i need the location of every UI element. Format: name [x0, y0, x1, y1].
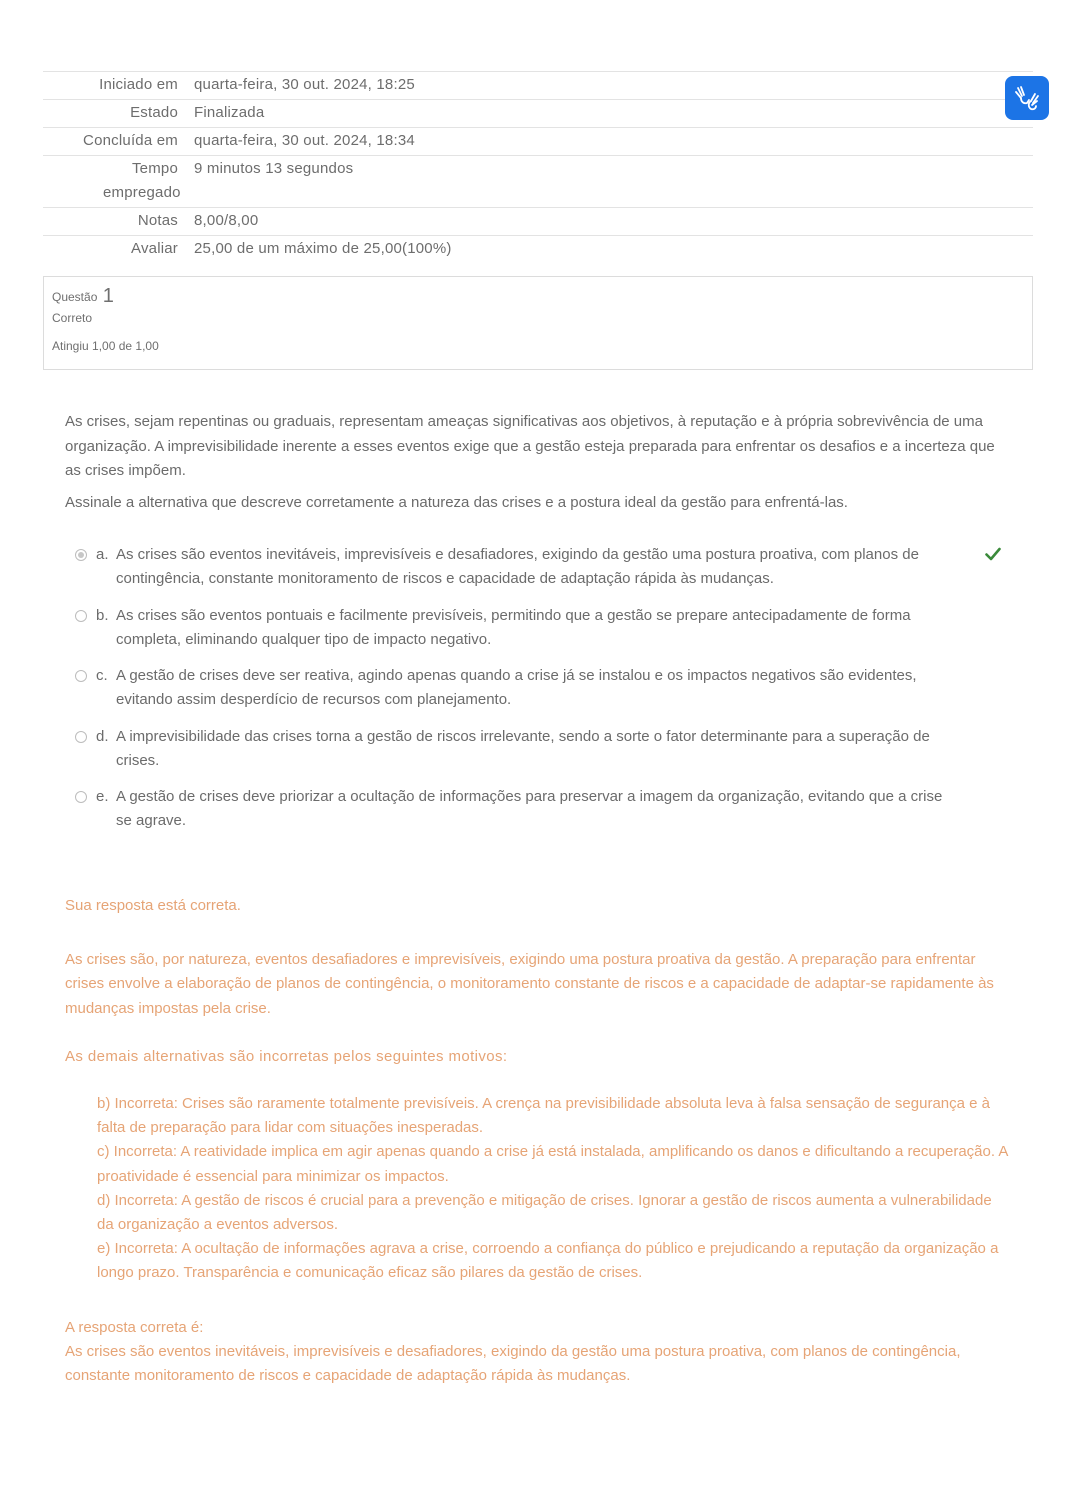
- accessibility-button[interactable]: [1005, 76, 1049, 120]
- answer-text: A gestão de crises deve priorizar a ocultação de informações para preservar a imagem da organização, evitando que a crise se agrave.: [116, 788, 943, 829]
- question-label: Questão: [52, 290, 98, 304]
- summary-row-started: [43, 72, 1033, 100]
- feedback-reason-item: d) Incorreta: A gestão de riscos é crucial para a prevenção e mitigação de crises. Ignorar a gestão de riscos aumenta a vulnerabilidade da organização a eventos adversos.: [97, 1191, 992, 1234]
- question-prompt: Assinale a alternativa que descreve corretamente a natureza das crises e a postura ideal da gestão para enfrentá-las.: [65, 493, 848, 511]
- summary-row-grade: [43, 236, 1033, 263]
- answer-option-b[interactable]: [65, 604, 1010, 652]
- answer-letter: e.: [96, 788, 109, 805]
- feedback-reason-item: c) Incorreta: A reatividade implica em agir apenas quando a crise já está instalada, amplificando os danos e dificultando a recuperação. A proatividade é essencial para minimizar os impactos.: [97, 1143, 1008, 1185]
- answer-text: As crises são eventos pontuais e facilmente previsíveis, permitindo que a gestão se prepare antecipadamente de forma completa, eliminando qualquer tipo de impacto negativo.: [116, 606, 911, 648]
- summary-label: Notas: [137, 212, 178, 229]
- answer-text: A imprevisibilidade das crises torna a gestão de riscos irrelevante, sendo a sorte o fator determinante para a superação de crises.: [116, 727, 930, 769]
- summary-label: Iniciado em: [99, 76, 178, 93]
- correct-check-icon: [985, 547, 1001, 561]
- answer-letter: a.: [96, 546, 109, 563]
- question-state: Correto: [52, 311, 93, 325]
- radio-button[interactable]: [75, 731, 87, 743]
- radio-button[interactable]: [75, 791, 87, 803]
- radio-button[interactable]: [75, 670, 87, 682]
- answer-option-e[interactable]: [65, 785, 1010, 833]
- summary-value: 8,00/8,00: [194, 212, 259, 229]
- summary-label: Avaliar: [131, 240, 178, 257]
- summary-row-state: [43, 100, 1033, 128]
- answer-text: As crises são eventos inevitáveis, imprevisíveis e desafiadores, exigindo da gestão uma postura proativa, com planos de contingência, constante monitoramento de riscos e capacidade de adaptação rápida às mudanças.: [116, 546, 919, 587]
- question-text: [65, 410, 1010, 522]
- feedback-explanation: As crises são, por natureza, eventos desafiadores e imprevisíveis, exigindo uma postura proativa da gestão. A preparação para enfrentar crises envolve a elaboração de planos de contingência, o monitoramento constante de riscos e a capacidade de adaptar-se rapidamente às mudanças impostas pela crise.: [65, 951, 994, 1017]
- radio-button[interactable]: [75, 610, 87, 622]
- summary-label: Concluída em: [83, 132, 178, 149]
- answer-option-d[interactable]: [65, 725, 1010, 773]
- answer-text: A gestão de crises deve ser reativa, agindo apenas quando a crise já se instalou e os impactos negativos são evidentes, evitando assim desperdício de recursos com planejamento.: [116, 667, 917, 708]
- question-paragraph: As crises, sejam repentinas ou graduais, representam ameaças significativas aos objetivos, à reputação e à própria sobrevivência de uma organização. A imprevisibilidade inerente a esses eventos exige que a gestão esteja preparada para enfrentar os desafios e a incerteza que as crises impõem.: [65, 413, 995, 479]
- summary-row-time-taken: [43, 156, 1033, 208]
- feedback-correct-message: Sua resposta está correta.: [65, 897, 241, 914]
- answer-letter: d.: [96, 727, 109, 745]
- right-answer-label: A resposta correta é:: [65, 1318, 204, 1336]
- feedback-panel: [65, 894, 1010, 1388]
- question-number: [52, 283, 1024, 310]
- feedback-reason-item: b) Incorreta: Crises são raramente totalmente previsíveis. A crença na previsibilidade absoluta leva à falsa sensação de segurança e à falta de preparação para lidar com situações inesperadas.: [97, 1095, 990, 1137]
- question-info-box: [43, 276, 1033, 370]
- sign-language-hands-icon: [1013, 84, 1041, 112]
- right-answer-text: As crises são eventos inevitáveis, imprevisíveis e desafiadores, exigindo da gestão uma postura proativa, com planos de contingência, constante monitoramento de riscos e capacidade de adaptação rápida às mudanças.: [65, 1342, 961, 1385]
- feedback-others-intro: As demais alternativas são incorretas pelos seguintes motivos:: [65, 1047, 508, 1065]
- feedback-reasons-list: [65, 1092, 1010, 1286]
- answer-option-c[interactable]: [65, 664, 1010, 712]
- summary-row-marks: [43, 208, 1033, 236]
- summary-value: quarta-feira, 30 out. 2024, 18:25: [194, 76, 415, 93]
- answer-options: [65, 543, 1010, 846]
- feedback-reason-item: e) Incorreta: A ocultação de informações agrava a crise, corroendo a confiança do público e prejudicando a reputação da organização a longo prazo. Transparência e comunicação eficaz são pilares da gestão de crises.: [97, 1240, 999, 1282]
- answer-option-a[interactable]: [65, 543, 1010, 591]
- summary-row-completed: [43, 128, 1033, 156]
- question-grade: Atingiu 1,00 de 1,00: [52, 339, 159, 353]
- summary-value: 25,00 de um máximo de 25,00(100%): [194, 240, 452, 257]
- summary-label: Estado: [130, 104, 178, 121]
- summary-value: 9 minutos 13 segundos: [194, 160, 354, 177]
- question-number-value: 1: [102, 285, 114, 307]
- answer-letter: c.: [96, 667, 108, 684]
- summary-value: quarta-feira, 30 out. 2024, 18:34: [194, 132, 415, 149]
- answer-letter: b.: [96, 606, 109, 624]
- attempt-summary-table: [43, 71, 1033, 263]
- summary-value: Finalizada: [194, 104, 265, 121]
- radio-button-selected[interactable]: [75, 549, 87, 561]
- summary-label: Tempo empregado: [103, 160, 181, 201]
